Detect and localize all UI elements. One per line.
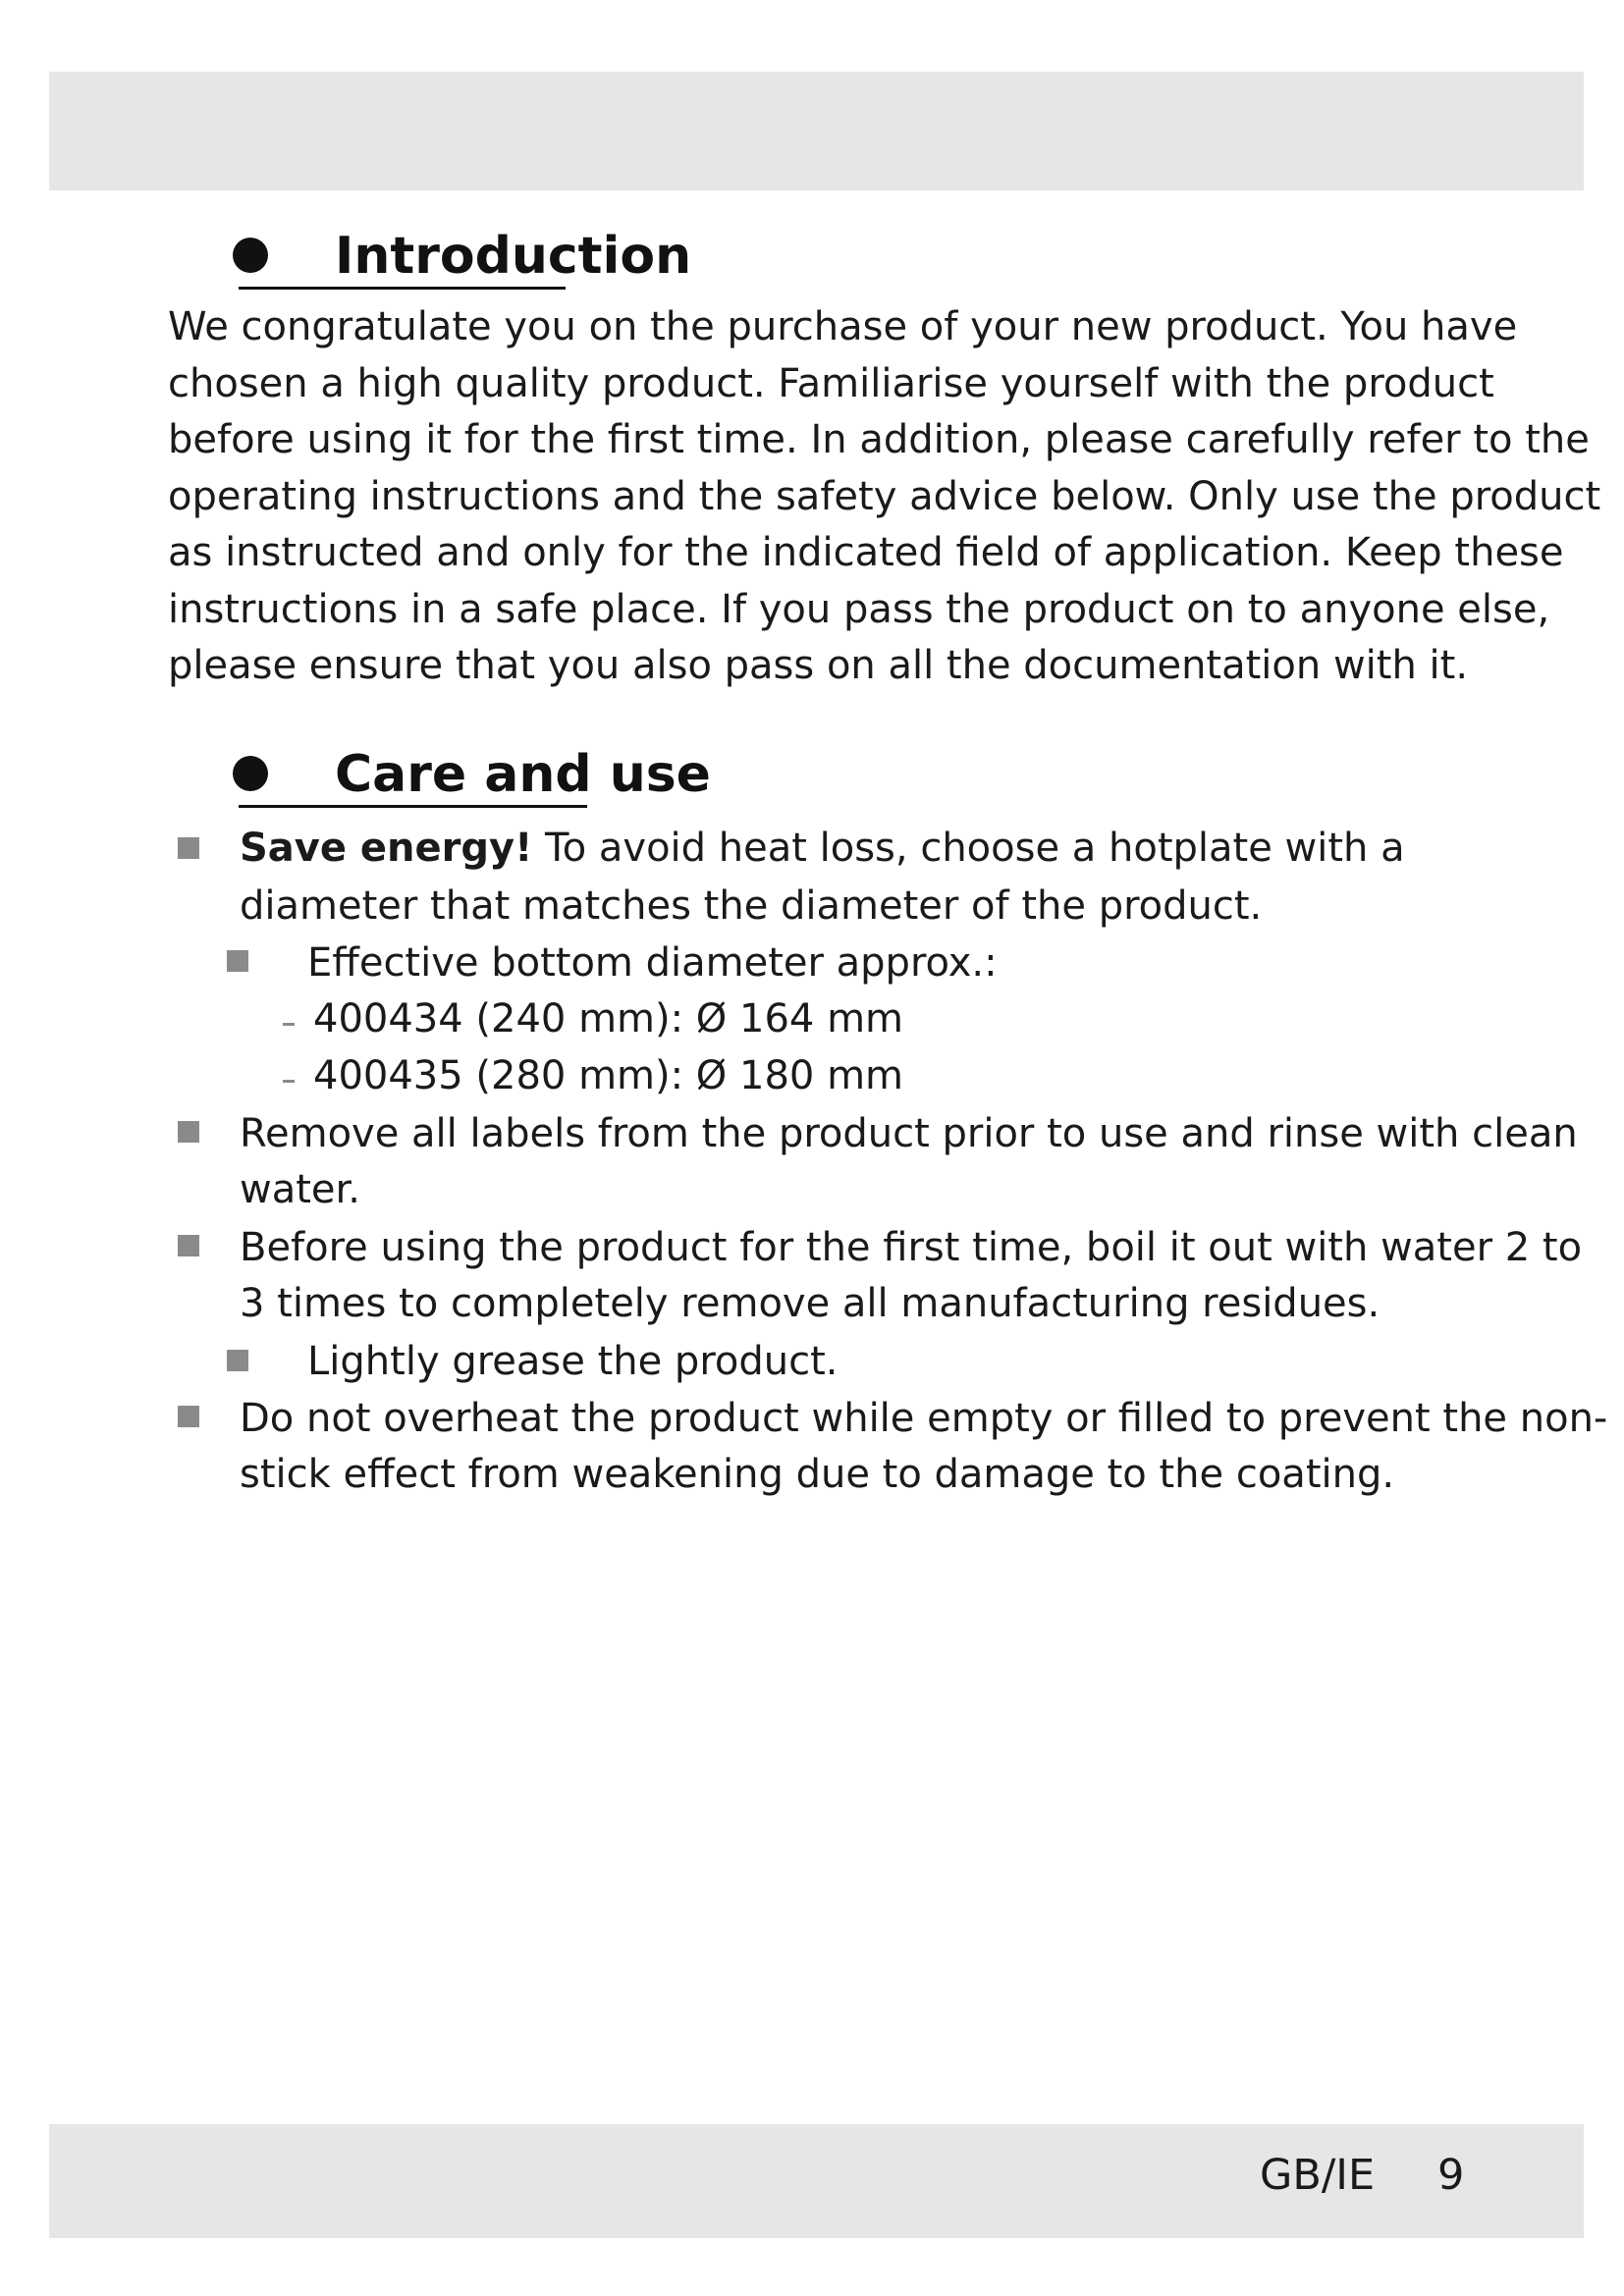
care-title: Care and use [335, 745, 711, 804]
paragraph-line: please ensure that you also pass on all the documentation with it. [168, 643, 1469, 688]
sub-list-item: Lightly grease the product. [307, 1339, 839, 1384]
list-item: Do not overheat the product while empty or filled to prevent the non- [240, 1396, 1608, 1441]
square-bullet-icon [178, 1406, 199, 1427]
header-band [49, 72, 1584, 190]
diameter-item: 400435 (280 mm): Ø 180 mm [313, 1053, 903, 1098]
dash-bullet-icon [283, 1080, 295, 1083]
square-bullet-icon [178, 1235, 199, 1256]
list-item-text: diameter that matches the diameter of the product. [240, 883, 1263, 929]
list-item-text: To avoid heat loss, choose a hotplate with a [532, 826, 1405, 871]
paragraph-line: We congratulate you on the purchase of your new product. You have [168, 304, 1518, 349]
paragraph-line: chosen a high quality product. Familiarise yourself with the product [168, 360, 1494, 406]
square-bullet-icon [178, 1121, 199, 1143]
list-item: Remove all labels from the product prior to use and rinse with clean [240, 1111, 1578, 1156]
bullet-dot-icon [233, 756, 268, 791]
list-item-text: stick effect from weakening due to damage to the coating. [240, 1452, 1395, 1497]
page-number: 9 [1437, 2151, 1465, 2200]
heading-underline [239, 287, 566, 290]
square-bullet-icon [227, 950, 248, 972]
heading-underline [239, 805, 587, 808]
paragraph-line: before using it for the first time. In addition, please carefully refer to the [168, 417, 1590, 462]
introduction-title: Introduction [335, 227, 692, 286]
sub-list-item: Effective bottom diameter approx.: [307, 940, 998, 986]
footer-language: GB/IE [1260, 2151, 1376, 2200]
paragraph-line: operating instructions and the safety advice below. Only use the product [168, 473, 1601, 519]
save-energy-label: Save energy! [240, 826, 533, 871]
square-bullet-icon [227, 1350, 248, 1371]
diameter-item: 400434 (240 mm): Ø 164 mm [313, 996, 903, 1041]
paragraph-line: instructions in a safe place. If you pass the product on to anyone else, [168, 586, 1550, 632]
list-item-text: water. [240, 1167, 361, 1212]
list-item: Before using the product for the first time, boil it out with water 2 to [240, 1225, 1583, 1270]
list-item-text: 3 times to completely remove all manufacturing residues. [240, 1281, 1380, 1326]
square-bullet-icon [178, 837, 199, 859]
dash-bullet-icon [283, 1023, 295, 1026]
bullet-dot-icon [233, 238, 268, 273]
list-item [240, 821, 1405, 877]
paragraph-line: as instructed and only for the indicated field of application. Keep these [168, 530, 1564, 575]
introduction-paragraph [168, 299, 1601, 695]
